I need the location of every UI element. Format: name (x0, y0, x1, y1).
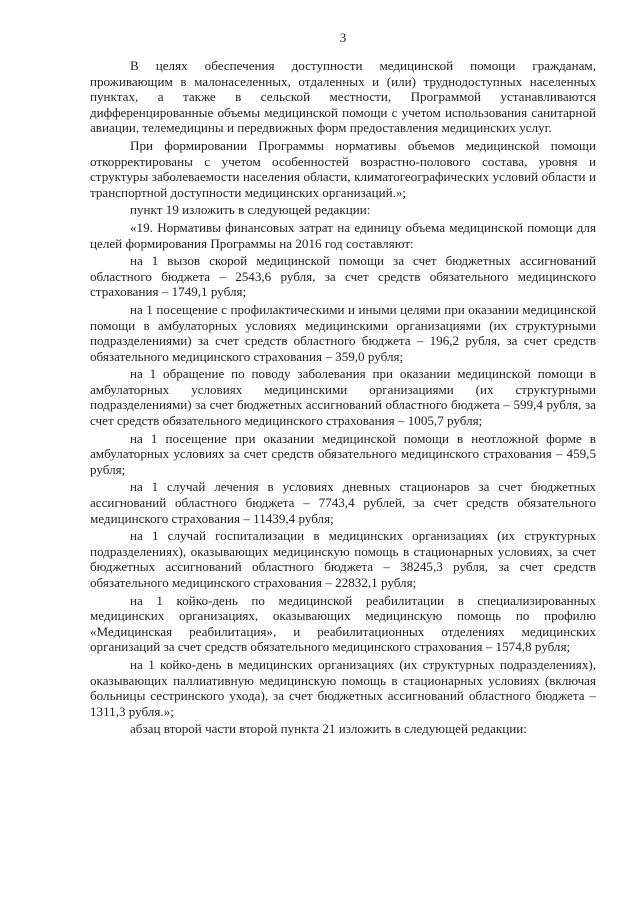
paragraph-preventive-visit: на 1 посещение с профилактическими и иными целями при оказании медицинской помощи в амбулаторных условиях медицинскими организациями (их структурными подразделениями) за счет средств областного бюджета – 196,2 рубля, за счет средств обязательного медицинского страхования – 359,0 рубля; (90, 301, 596, 364)
paragraph-availability: В целях обеспечения доступности медицинской помощи гражданам, проживающим в малонаселенных, отдаленных и (или) труднодоступных населенных пунктах, а также в сельской местности, Программой устанавливаются дифференцированные объемы медицинской помощи с учетом использования санитарной авиации, телемедицины и передвижных форм предоставления медицинских услуг. (90, 58, 596, 136)
paragraph-item-19-intro: пункт 19 изложить в следующей редакции: (130, 202, 371, 218)
paragraph-rehabilitation-bed-day: на 1 койко-день по медицинской реабилитации в специализированных медицинских организациях, оказывающих медицинскую помощь по профилю «Медицинская реабилитация», и реабилитационных отделениях медицинских организаций за счет средств обязательного медицинского страхования – 1574,8 рубля; (90, 592, 596, 655)
paragraph-hospitalization: на 1 случай госпитализации в медицинских организациях (их структурных подразделениях), оказывающих медицинскую помощь в стационарных условиях, за счет бюджетных ассигнований областного бюджета – 38245,3 рубля, за счет средств обязательного медицинского страхования – 22832,1 рубля; (90, 528, 596, 590)
paragraph-norms-adjusted: При формировании Программы нормативы объемов медицинской помощи откорректированы с учетом особенностей возрастно-полового состава, уровня и структуры заболеваемости населения области, климатогеографических условий области и транспортной доступности медицинских организаций.»; (90, 137, 596, 200)
paragraph-day-hospital: на 1 случай лечения в условиях дневных стационаров за счет бюджетных ассигнований областного бюджета – 7743,4 рублей, за счет средств обязательного медицинского страхования – 11439,4 рубля; (90, 479, 596, 526)
paragraph-ambulance-call: на 1 вызов скорой медицинской помощи за счет бюджетных ассигнований областного бюджета – 2543,6 рубля, за счет средств обязательного медицинского страхования – 1749,1 рубля; (90, 253, 596, 300)
paragraph-item-21-intro: абзац второй части второй пункта 21 изложить в следующей редакции: (130, 721, 527, 737)
page-number: 3 (339, 30, 347, 45)
paragraph-item-19-title: «19. Нормативы финансовых затрат на единицу объема медицинской помощи для целей формирования Программы на 2016 год составляют: (90, 219, 596, 251)
paragraph-palliative-bed-day: на 1 койко-день в медицинских организациях (их структурных подразделениях), оказывающих паллиативную медицинскую помощь в стационарных условиях (включая больницы сестринского ухода), за счет бюджетных ассигнований областного бюджета – 1311,3 рубля.»; (90, 656, 596, 719)
paragraph-urgent-visit: на 1 посещение при оказании медицинской помощи в неотложной форме в амбулаторных условиях за счет средств обязательного медицинского страхования – 459,5 рубля; (90, 430, 596, 477)
paragraph-disease-appeal: на 1 обращение по поводу заболевания при оказании медицинской помощи в амбулаторных условиях медицинскими организациями (их структурными подразделениями) за счет бюджетных ассигнований областного бюджета – 599,4 рубля, за счет средств обязательного медицинского страхования – 1005,7 рубля; (90, 366, 596, 429)
